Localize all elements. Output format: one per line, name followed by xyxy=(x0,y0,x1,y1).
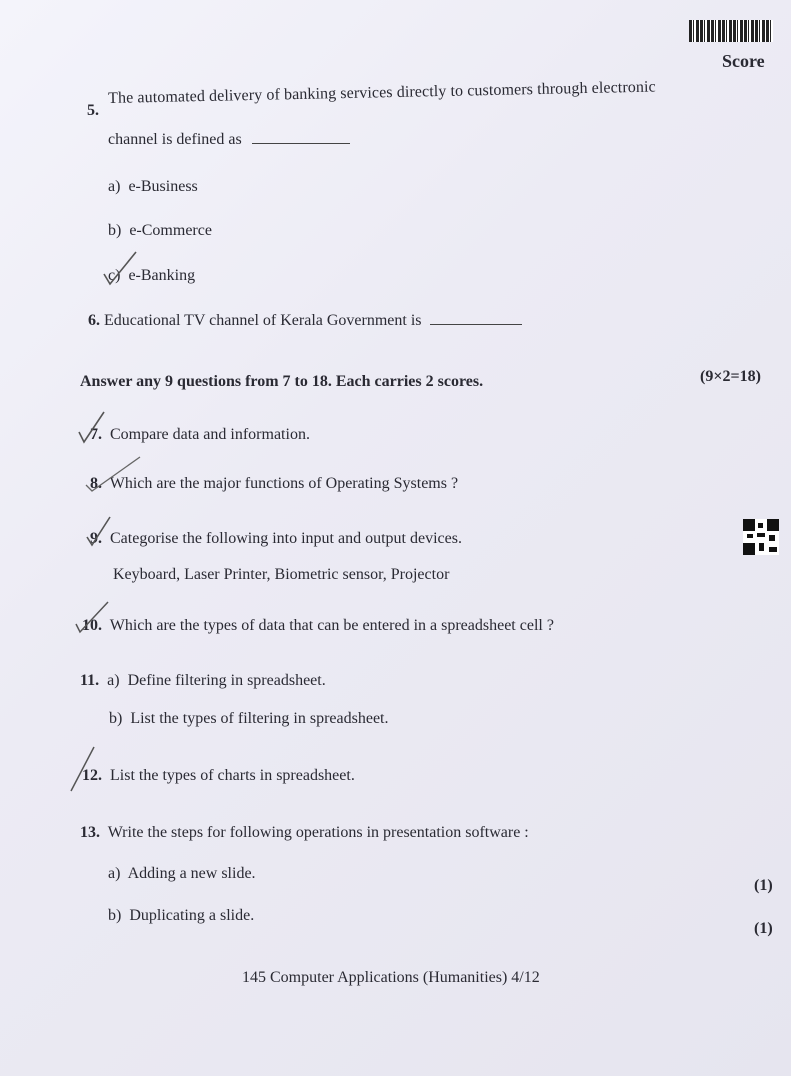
question-number: 12. xyxy=(82,767,102,784)
qr-code-icon xyxy=(743,519,779,555)
checkmark-icon xyxy=(76,410,110,446)
question-text: Which are the types of data that can be entered in a spreadsheet cell ? xyxy=(109,617,554,634)
sub-label-a: a) xyxy=(108,865,121,882)
question-number: 7. xyxy=(90,426,102,443)
sub-question-b: Duplicating a slide. xyxy=(129,907,255,924)
barcode-icon xyxy=(689,20,773,42)
question-text: Write the steps for following operations in presentation software : xyxy=(107,824,529,841)
question-text-line2: channel is defined as xyxy=(108,131,350,149)
marks-a: (1) xyxy=(754,877,773,894)
question-number: 13. xyxy=(80,824,100,841)
sub-label-a: a) xyxy=(107,672,120,689)
answer-blank xyxy=(430,324,522,325)
question-number: 11. xyxy=(80,672,100,689)
sub-label-b: b) xyxy=(108,907,122,924)
marks-b: (1) xyxy=(754,920,773,937)
question-number: 9. xyxy=(90,530,102,547)
sub-question-a: Adding a new slide. xyxy=(127,865,256,882)
page-footer: 145 Computer Applications (Humanities) 4/12 xyxy=(242,969,540,986)
checkmark-icon xyxy=(68,745,98,795)
sub-label-b: b) xyxy=(109,710,123,727)
sub-question-a: Define filtering in spreadsheet. xyxy=(127,672,326,689)
question-number: 8. xyxy=(90,475,102,492)
question-number: 6. xyxy=(88,312,100,329)
option-a: a) e-Business xyxy=(108,178,198,195)
question-text-line1: The automated delivery of banking services directly to customers through electronic xyxy=(108,78,656,107)
device-list: Keyboard, Laser Printer, Biometric sensor, Projector xyxy=(113,566,450,583)
section-marks: (9×2=18) xyxy=(700,368,761,385)
question-text: Which are the major functions of Operating Systems ? xyxy=(109,475,459,492)
question-number: 10. xyxy=(82,617,102,634)
answer-blank xyxy=(252,143,350,144)
sub-question-b: List the types of filtering in spreadsheet. xyxy=(130,710,389,727)
checkmark-icon xyxy=(84,515,114,551)
score-label: Score xyxy=(722,51,765,71)
section-instruction: Answer any 9 questions from 7 to 18. Each carries 2 scores. xyxy=(80,373,484,390)
question-text: Categorise the following into input and output devices. xyxy=(110,530,462,547)
checkmark-icon xyxy=(72,598,112,638)
checkmark-icon xyxy=(84,455,144,495)
question-text: Compare data and information. xyxy=(110,426,310,443)
option-b: b) e-Commerce xyxy=(108,222,212,239)
question-number: 5. xyxy=(87,102,99,119)
checkmark-icon xyxy=(100,248,140,288)
question-text: Educational TV channel of Kerala Government is xyxy=(104,312,422,329)
option-c: c) e-Banking xyxy=(108,267,196,284)
question-text: List the types of charts in spreadsheet. xyxy=(110,767,355,784)
